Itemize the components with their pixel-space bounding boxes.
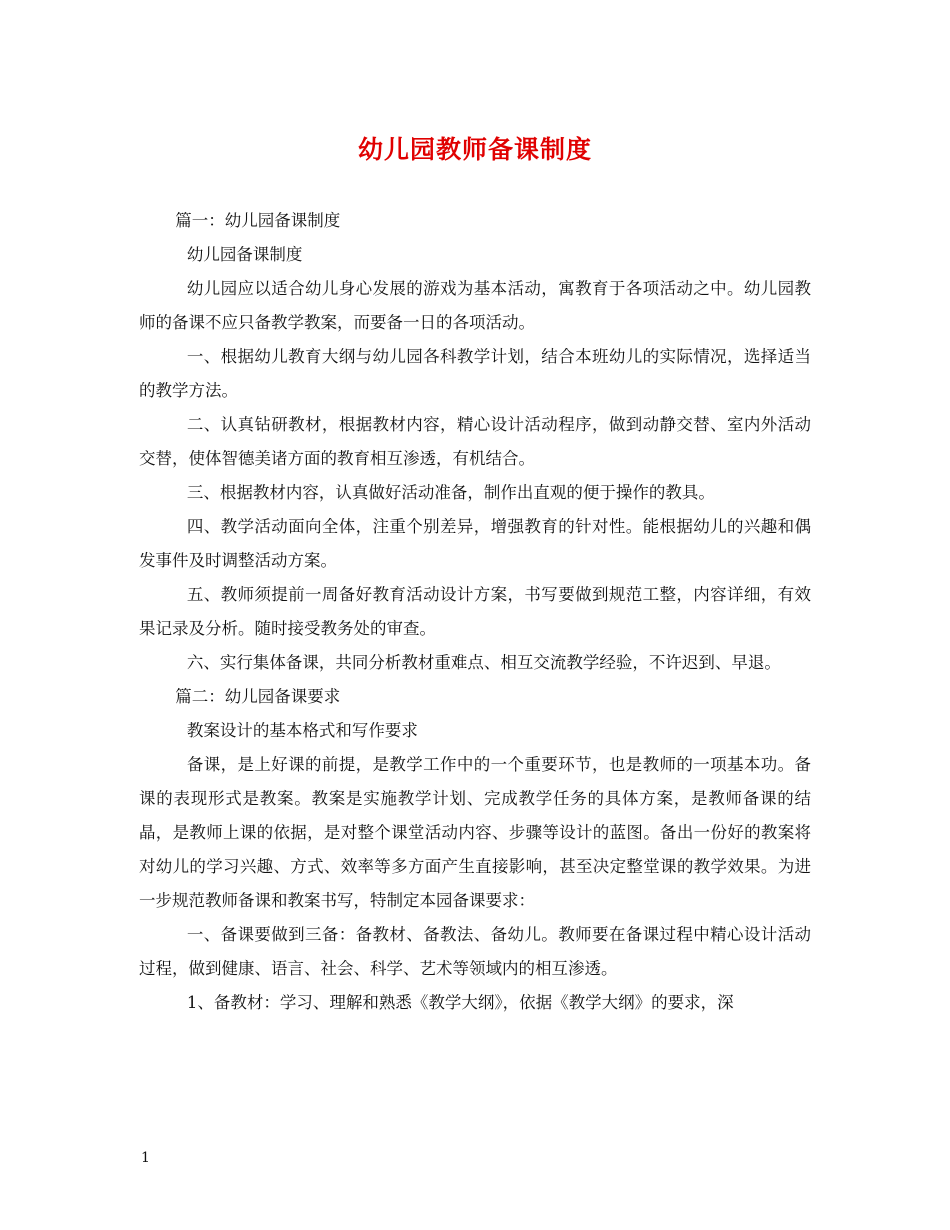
section-heading: 篇二：幼儿园备课要求	[175, 687, 341, 706]
paragraph: 幼儿园应以适合幼儿身心发展的游戏为基本活动，寓教育于各项活动之中。幼儿园教师的备课不应只备教学教案，而要备一日的各项活动。	[139, 279, 811, 332]
paragraph: 1、备教材：学习、理解和熟悉《教学大纲》，依据《教学大纲》的要求，深	[186, 993, 734, 1012]
paragraph: 一、备课要做到三备：备教材、备教法、备幼儿。教师要在备课过程中精心设计活动过程，做到健康、语言、社会、科学、艺术等领域内的相互渗透。	[139, 925, 811, 978]
paragraph: 五、教师须提前一周备好教育活动设计方案，书写要做到规范工整，内容详细，有效果记录及分析。随时接受教务处的审查。	[139, 585, 811, 638]
page-number: 1	[141, 1150, 150, 1166]
paragraph: 教案设计的基本格式和写作要求	[186, 721, 418, 740]
paragraph: 幼儿园备课制度	[186, 245, 303, 264]
paragraph: 备课，是上好课的前提，是教学工作中的一个重要环节，也是教师的一项基本功。备课的表现形式是教案。教案是实施教学计划、完成教学任务的具体方案，是教师备课的结晶，是教师上课的依据，是对整个课堂活动内容、步骤等设计的蓝图。备出一份好的教案将对幼儿的学习兴趣、方式、效率等多方面产生直接影响，甚至决定整堂课的教学效果。为进一步规范教师备课和教案书写，特制定本园备课要求：	[139, 755, 811, 910]
section-heading: 篇一：幼儿园备课制度	[175, 211, 341, 230]
document-title: 幼儿园教师备课制度	[357, 135, 592, 164]
paragraph: 一、根据幼儿教育大纲与幼儿园各科教学计划，结合本班幼儿的实际情况，选择适当的教学方法。	[139, 347, 811, 400]
document-body	[139, 204, 811, 1020]
paragraph: 三、根据教材内容，认真做好活动准备，制作出直观的便于操作的教具。	[186, 483, 715, 502]
paragraph: 四、教学活动面向全体，注重个别差异，增强教育的针对性。能根据幼儿的兴趣和偶发事件及时调整活动方案。	[139, 517, 811, 570]
paragraph: 六、实行集体备课，共同分析教材重难点、相互交流教学经验，不许迟到、早退。	[186, 653, 781, 672]
paragraph: 二、认真钻研教材，根据教材内容，精心设计活动程序，做到动静交替、室内外活动交替，使体智德美诸方面的教育相互渗透，有机结合。	[139, 415, 811, 468]
